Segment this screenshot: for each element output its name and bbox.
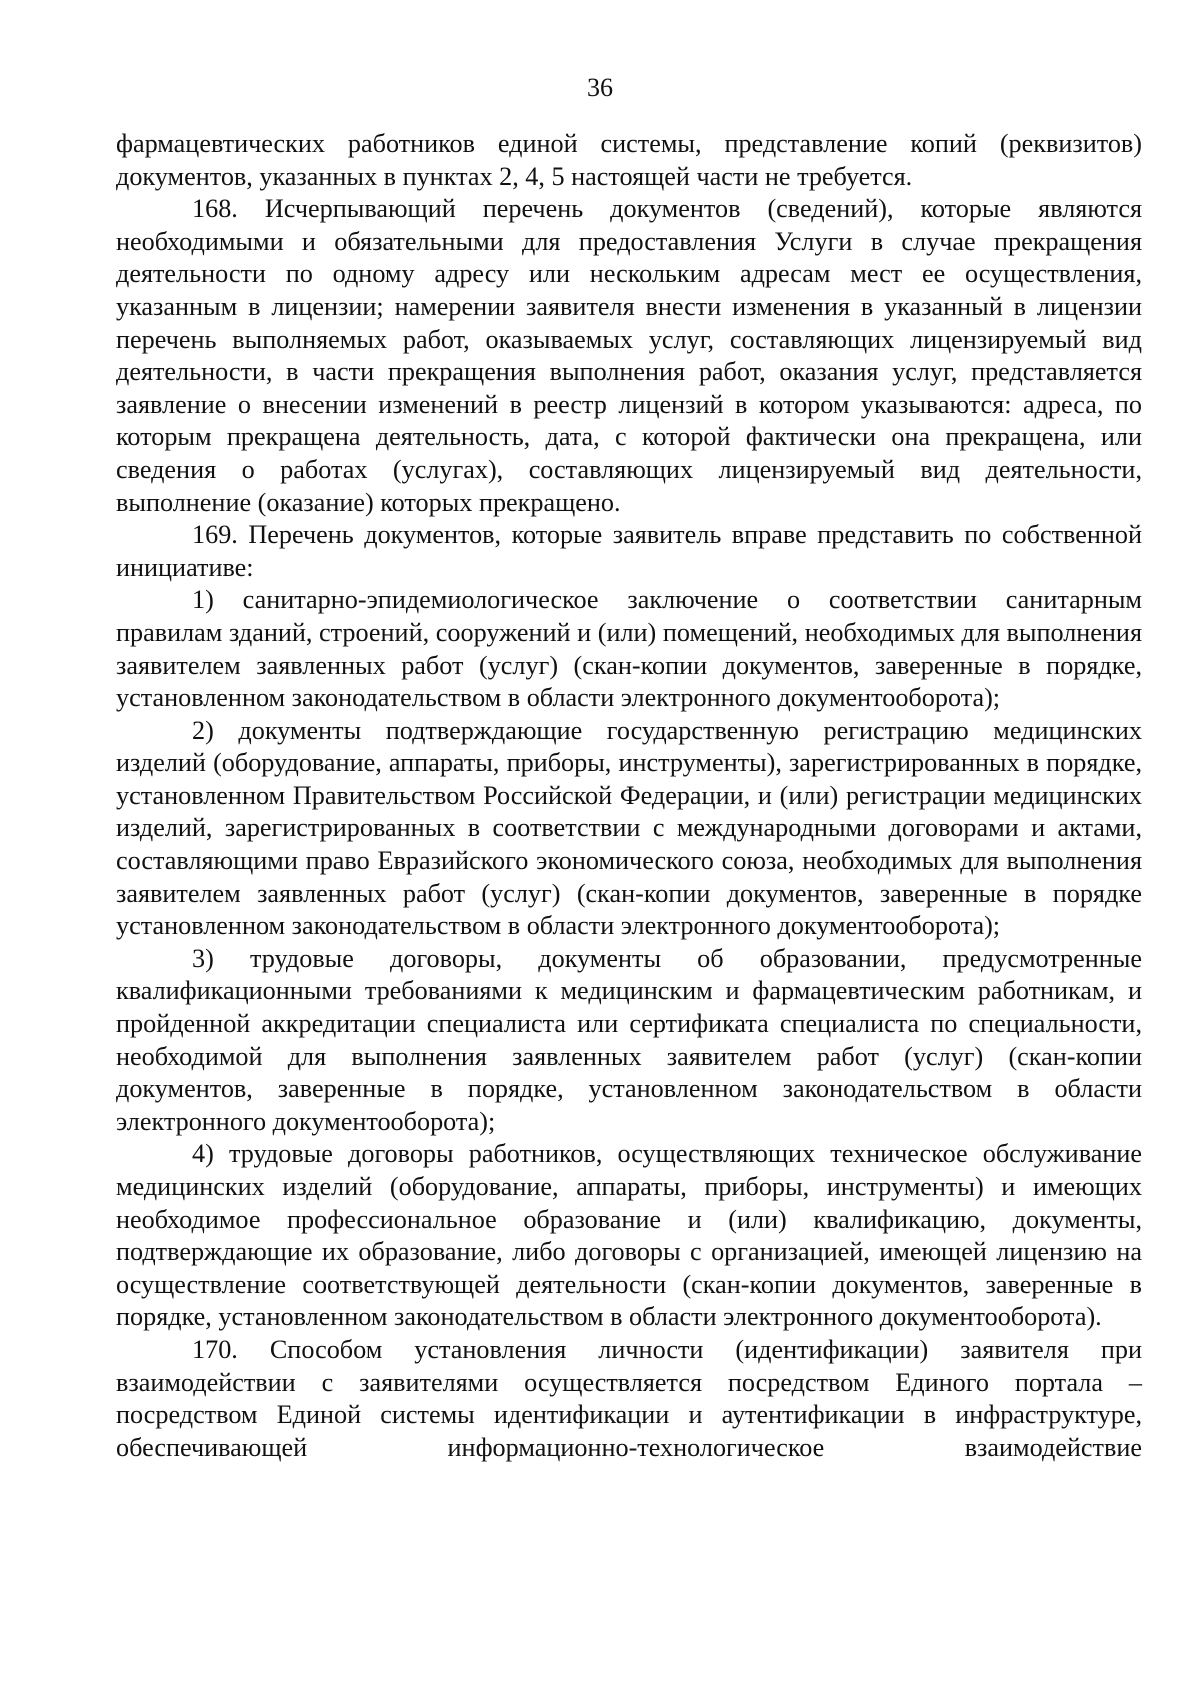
list-item-2: 2) документы подтверждающие государственную регистрацию медицинских изделий (оборудование, аппараты, приборы, инструменты), зарегистрированных в порядке, установленном Правительством Российской Федерации, и (или) регистрации медицинских изделий, зарегистрированных в соответствии с международными договорами и актами, составляющими право Евразийского экономического союза, необходимых для выполнения заявителем заявленных работ (услуг) (скан-копии документов, заверенные в порядке установленном законодательством в области электронного документооборота); <box>116 715 1142 941</box>
paragraph-168: 168. Исчерпывающий перечень документов (сведений), которые являются необходимыми и обязательными для предоставления Услуги в случае прекращения деятельности по одному адресу или нескольким адресам мест ее осуществления, указанным в лицензии; намерении заявителя внести изменения в указанный в лицензии перечень выполняемых работ, оказываемых услуг, составляющих лицензируемый вид деятельности, в части прекращения выполнения работ, оказания услуг, представляется заявление о внесении изменений в реестр лицензий в котором указываются: адреса, по которым прекращена деятельность, дата, с которой фактически она прекращена, или сведения о работах (услугах), составляющих лицензируемый вид деятельности, выполнение (оказание) которых прекращено. <box>116 194 1142 517</box>
document-body <box>116 128 1142 1464</box>
paragraph-170: 170. Способом установления личности (идентификации) заявителя при взаимодействии с заявителями осуществляется посредством Единого портала – посредством Единой системы идентификации и аутентификации в инфраструктуре, обеспечивающей информационно-технологическое взаимодействие <box>116 1334 1142 1462</box>
list-item-1: 1) санитарно-эпидемиологическое заключение о соответствии санитарным правилам зданий, строений, сооружений и (или) помещений, необходимых для выполнения заявителем заявленных работ (услуг) (скан-копии документов, заверенные в порядке, установленном законодательством в области электронного документооборота); <box>116 585 1142 713</box>
paragraph-continuation: фармацевтических работников единой системы, представление копий (реквизитов) документов, указанных в пунктах 2, 4, 5 настоящей части не требуется. <box>116 129 1142 191</box>
list-item-3: 3) трудовые договоры, документы об образовании, предусмотренные квалификационными требованиями к медицинским и фармацевтическим работникам, и пройденной аккредитации специалиста или сертификата специалиста по специальности, необходимой для выполнения заявленных заявителем работ (услуг) (скан-копии документов, заверенные в порядке, установленном законодательством в области электронного документооборота); <box>116 943 1142 1136</box>
list-item-4: 4) трудовые договоры работников, осуществляющих техническое обслуживание медицинских изделий (оборудование, аппараты, приборы, инструменты) и имеющих необходимое профессиональное образование и (или) квалификацию, документы, подтверждающие их образование, либо договоры с организацией, имеющей лицензию на осуществление соответствующей деятельности (скан-копии документов, заверенные в порядке, установленном законодательством в области электронного документооборота). <box>116 1139 1142 1332</box>
page-number: 36 <box>587 73 613 102</box>
paragraph-169: 169. Перечень документов, которые заявитель вправе представить по собственной инициативе: <box>116 520 1142 582</box>
